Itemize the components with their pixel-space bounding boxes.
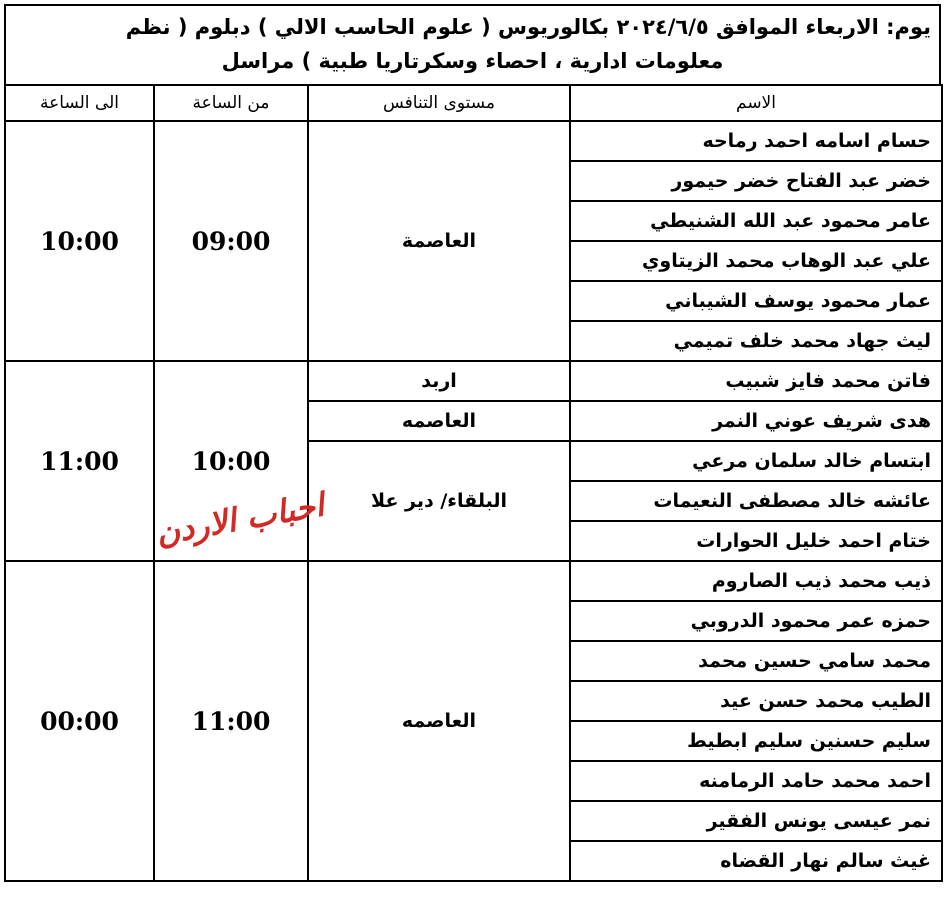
- candidate-name: غيث سالم نهار القضاه: [570, 841, 942, 881]
- candidate-name: ابتسام خالد سلمان مرعي: [570, 441, 942, 481]
- from-time: 11:00: [154, 561, 308, 881]
- table-row: [5, 561, 942, 601]
- column-header-from: من الساعة: [154, 85, 308, 121]
- candidate-name: ليث جهاد محمد خلف تميمي: [570, 321, 942, 361]
- watermark-text: احباب الاردن: [152, 485, 327, 553]
- schedule-table: [4, 84, 943, 882]
- schedule-document: [4, 4, 941, 882]
- candidate-name: الطيب محمد حسن عيد: [570, 681, 942, 721]
- candidate-name: محمد سامي حسين محمد: [570, 641, 942, 681]
- candidate-name: عمار محمود يوسف الشيباني: [570, 281, 942, 321]
- column-header-level: مستوى التنافس: [308, 85, 570, 121]
- candidate-name: عامر محمود عبد الله الشنيطي: [570, 201, 942, 241]
- from-time: 10:00: [154, 361, 308, 561]
- column-header-name: الاسم: [570, 85, 942, 121]
- candidate-name: فاتن محمد فايز شبيب: [570, 361, 942, 401]
- header-line-2: معلومات ادارية ، احصاء وسكرتاريا طبية ) مراسل: [221, 49, 724, 73]
- candidate-name: علي عبد الوهاب محمد الزيتاوي: [570, 241, 942, 281]
- candidate-name: نمر عيسى يونس الفقير: [570, 801, 942, 841]
- competition-level: اربد: [308, 361, 570, 401]
- table-row: [5, 121, 942, 161]
- competition-level: البلقاء/ دير علا: [308, 441, 570, 561]
- candidate-name: خضر عبد الفتاح خضر حيمور: [570, 161, 942, 201]
- candidate-name: احمد محمد حامد الرمامنه: [570, 761, 942, 801]
- document-header: [4, 4, 941, 84]
- table-row: [5, 361, 942, 401]
- to-time: 00:00: [5, 561, 154, 881]
- candidate-name: هدى شريف عوني النمر: [570, 401, 942, 441]
- candidate-name: ختام احمد خليل الحوارات: [570, 521, 942, 561]
- candidate-name: ذيب محمد ذيب الصاروم: [570, 561, 942, 601]
- column-header-to: الى الساعة: [5, 85, 154, 121]
- to-time: 10:00: [5, 121, 154, 361]
- competition-level: العاصمه: [308, 561, 570, 881]
- from-time: 09:00: [154, 121, 308, 361]
- candidate-name: سليم حسنين سليم ابطيط: [570, 721, 942, 761]
- candidate-name: حمزه عمر محمود الدروبي: [570, 601, 942, 641]
- to-time: 11:00: [5, 361, 154, 561]
- header-line-1: يوم: الاربعاء الموافق ٢٠٢٤/٦/٥ بكالوريوس ( علوم الحاسب الالي ) دبلوم ( نظم: [125, 15, 931, 39]
- candidate-name: حسام اسامه احمد رماحه: [570, 121, 942, 161]
- table-header-row: [5, 85, 942, 121]
- competition-level: العاصمة: [308, 121, 570, 361]
- candidate-name: عائشه خالد مصطفى النعيمات: [570, 481, 942, 521]
- competition-level: العاصمه: [308, 401, 570, 441]
